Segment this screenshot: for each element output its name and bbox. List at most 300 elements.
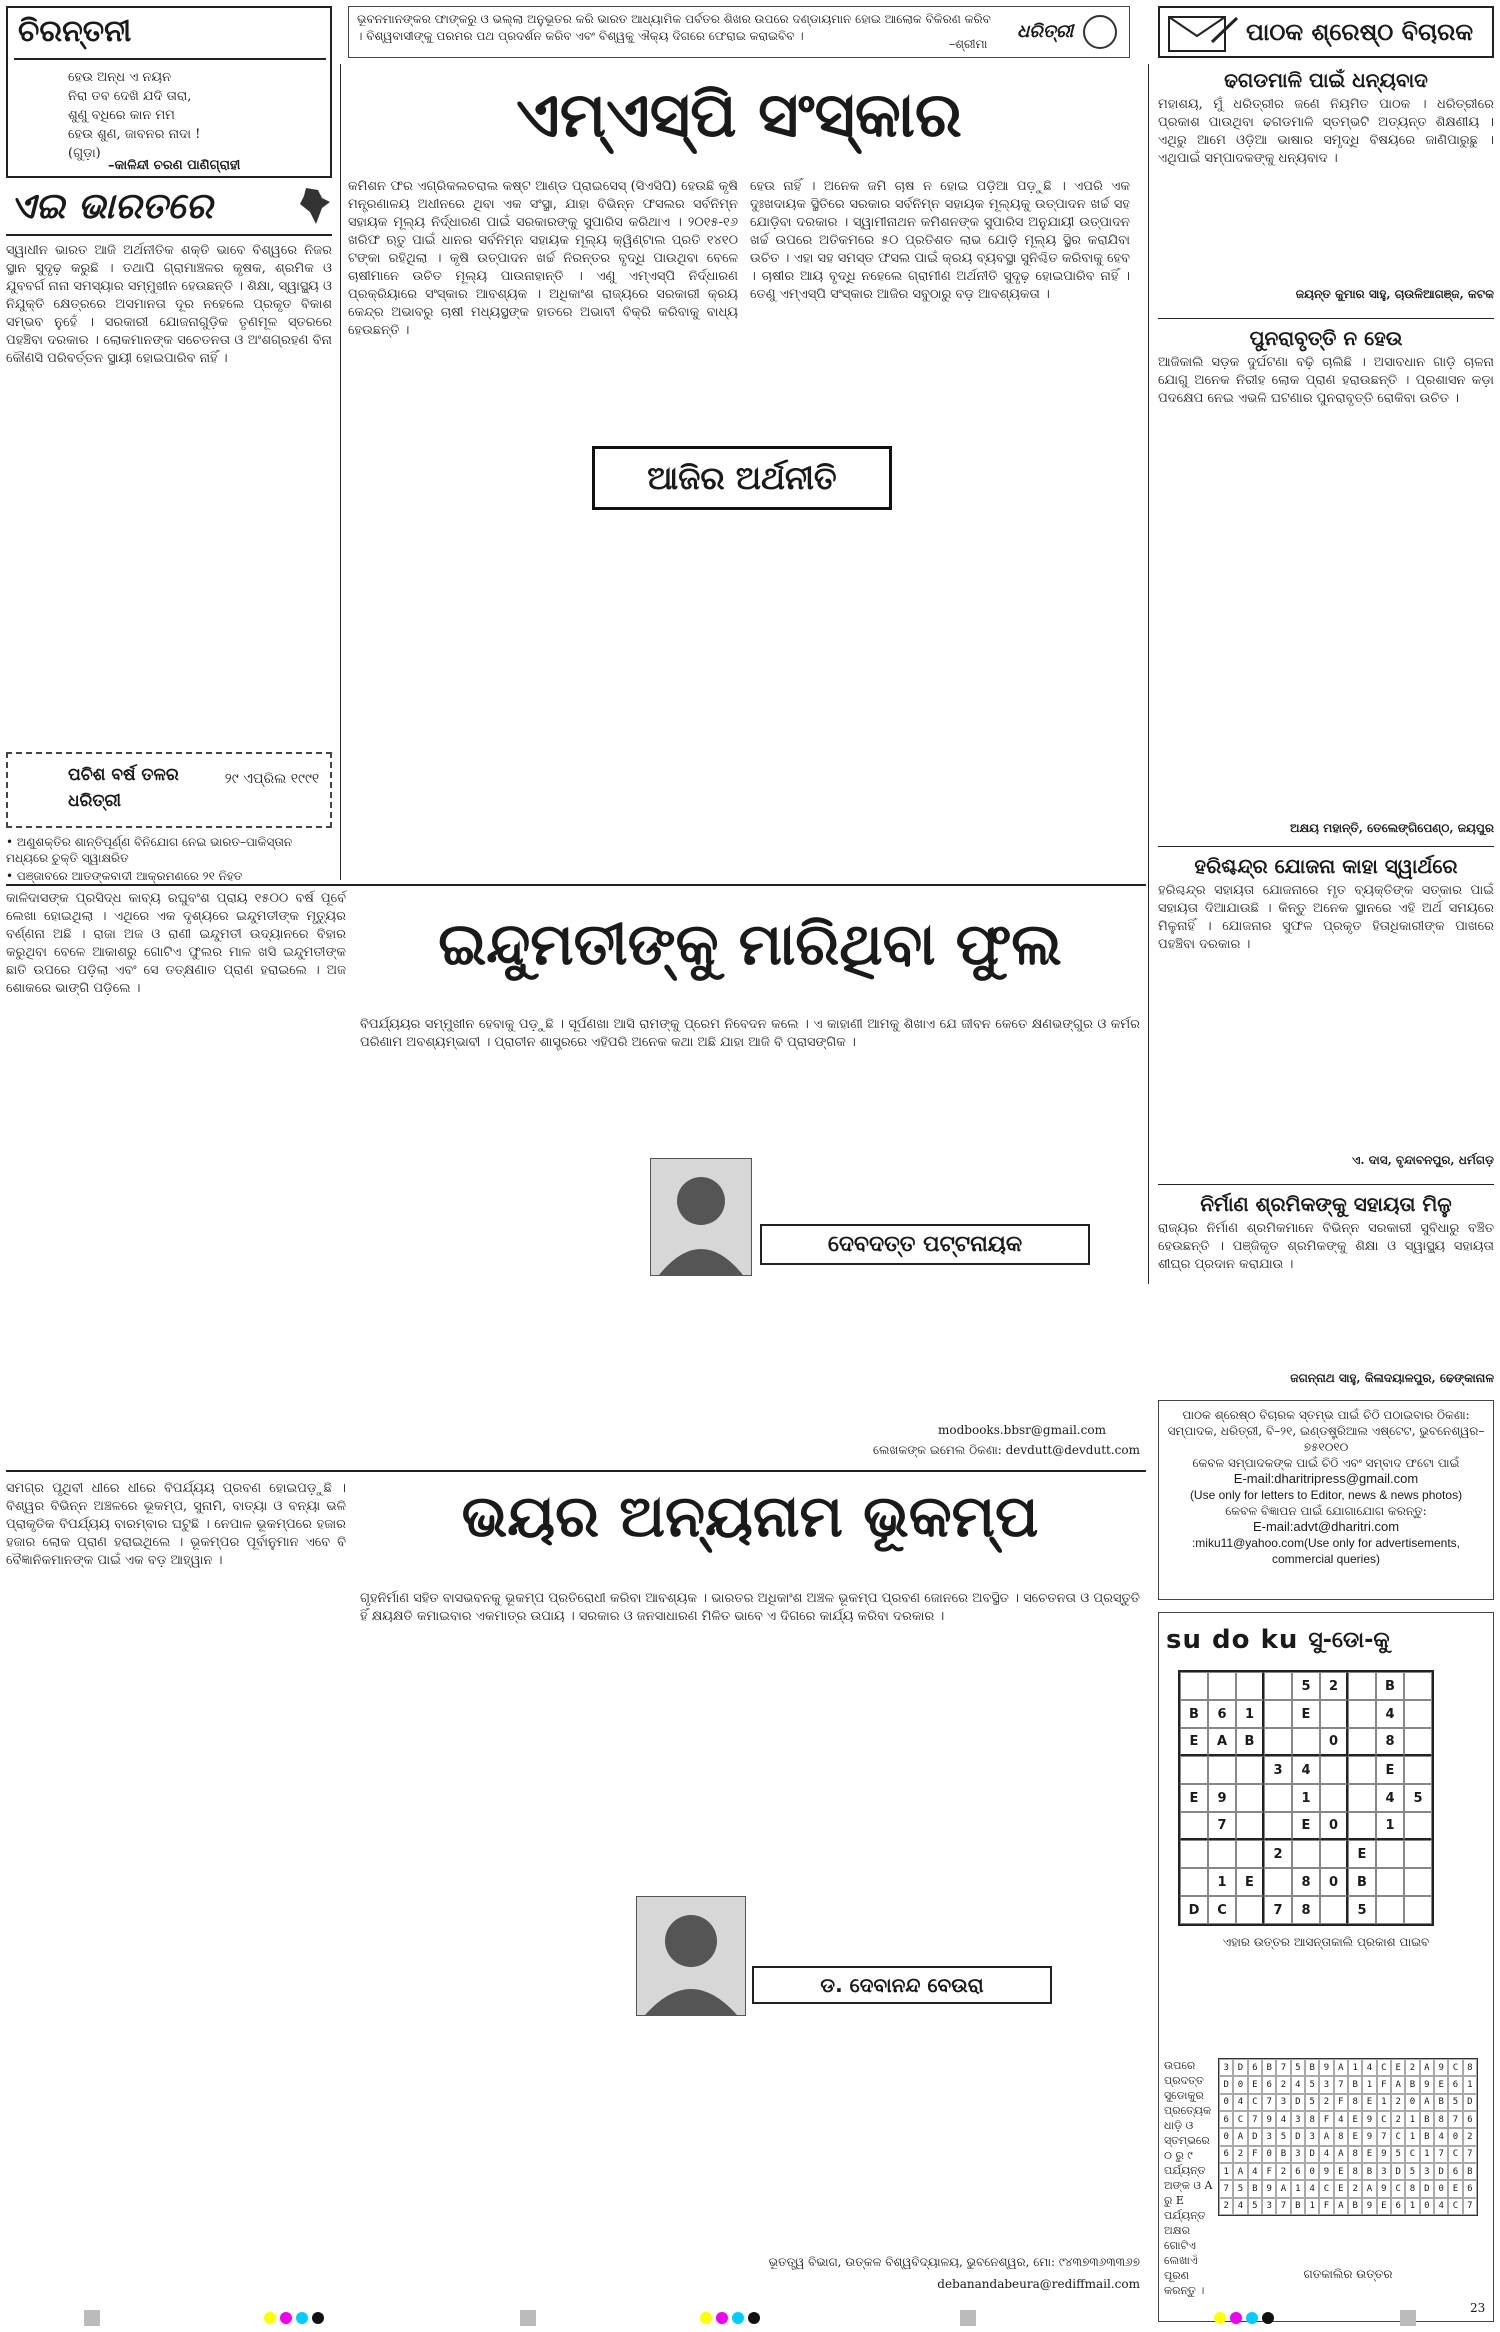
sudoku-cell [1236, 1784, 1264, 1812]
contact-email-1[interactable]: E-mail:dharitripress@gmail.com [1233, 1471, 1419, 1486]
answer-cell: 8 [1305, 2111, 1319, 2128]
answer-cell: A [1334, 2198, 1348, 2215]
letter-3-sign: ଏ. ଦାସ, ବୃନ୍ଦାବନପୁର, ଧର୍ମଗଡ଼ [1351, 1153, 1494, 1167]
sudoku-title [1166, 1620, 1486, 1660]
answer-cell: 4 [1276, 2111, 1290, 2128]
answer-cell: 4 [1434, 2198, 1448, 2215]
emblem-icon [1083, 15, 1117, 49]
sudoku-cell: 0 [1320, 1728, 1348, 1756]
poem-text: ହେଉ ଅନ୍ଧ ଏ ନୟନ ନିରା ତବ ଦେଖି ଯଦି ତାରା, ଶୁଣୁ ବଧିରେ କାନ ମମ ହେଉ ଶୁଣ, ଜାବନର ନାଦା ! (ଗୁଡ଼ା) [68, 70, 201, 161]
letter-3-title: ହରିଶ୍ଚନ୍ଦ୍ର ଯୋଜନା କାହା ସ୍ୱାର୍ଥରେ [1194, 854, 1458, 878]
indumati-body-right: ବିପର୍ଯ୍ୟୟର ସମ୍ମୁଖୀନ ହେବାକୁ ପଡ଼ୁଛି । ସୂର୍ପଣଖା ଆସି ରାମଙ୍କୁ ପ୍ରେମ ନିବେଦନ କଲେ । ଏ କାହାଣୀ ଆମକୁ ଶିଖାଏ ଯେ ଜୀବନ କେତେ କ୍ଷଣଭଙ୍ଗୁର ଓ କର୍ମର ପରିଣାମ ଅବଶ୍ୟମ୍ଭାବୀ । ପ୍ରାଚୀନ ଶାସ୍ତ୍ରରେ ଏହିପରି ଅନେକ କଥା ଅଛି ଯାହା ଆଜି ବି ପ୍ରାସଙ୍ଗିକ । [360, 1017, 1140, 1050]
answer-cell: B [1434, 2094, 1448, 2111]
answer-cell: C [1233, 2111, 1247, 2128]
sudoku-cell [1320, 1700, 1348, 1728]
sudoku-cell [1292, 1728, 1320, 1756]
answer-cell: 0 [1233, 2076, 1247, 2093]
answer-cell: 0 [1219, 2128, 1233, 2145]
quote-text: ଭୂବନମାନଙ୍କର ଫାଙ୍କରୁ ଓ ଭଲ୍ଲା ଅନୁଭୂତର କରି ଭାରତ ଆଧ୍ୟାମିକ ପର୍ବତର ଶିଖର ଉପରେ ଦଣ୍ଡାୟମାନ ହୋଇ ଆଲୋକ ବିକିରଣ କରିବ । ବିଶ୍ୱବାସୀଙ୍କୁ ପରମର ପଥ ପ୍ରଦର୍ଶନ କରିବ ଏବଂ ବିଶ୍ୱକୁ ଐକ୍ୟ ଦିଗରେ ଫେରାଇ କରାଇବିବ । [357, 12, 991, 43]
answer-cell: D [1391, 2163, 1405, 2180]
answer-cell: 3 [1305, 2128, 1319, 2145]
answer-cell: 2 [1276, 2163, 1290, 2180]
answer-cell: C [1448, 2198, 1462, 2215]
sudoku-cell: 5 [1348, 1896, 1376, 1924]
sudoku-cell: 4 [1376, 1700, 1404, 1728]
bhuikampa-body-left: ସମଗ୍ର ପୃଥିବୀ ଧୀରେ ଧୀରେ ବିପର୍ଯ୍ୟୟ ପ୍ରବଣ ହୋଇପଡ଼ୁଛି । ବିଶ୍ୱର ବିଭିନ୍ନ ଅଞ୍ଚଳରେ ଭୂକମ୍ପ, ସୁନାମି, ବାତ୍ୟା ଓ ବନ୍ୟା ଭଳି ପ୍ରାକୃତିକ ବିପର୍ଯ୍ୟୟ ବାରମ୍ବାର ଘଟୁଛି । ନେପାଳ ଭୂକମ୍ପରେ ହଜାର ହଜାର ଲୋକ ପ୍ରାଣ ହରାଇଥିଲେ । ଭୂକମ୍ପର ପୂର୍ବାନୁମାନ ଏବେ ବି ବୈଜ୍ଞାନିକମାନଙ୍କ ପାଇଁ ଏକ ବଡ଼ ଆହ୍ୱାନ । [6, 1481, 346, 1568]
pachisa-bullet-1: • ଅଣୁଶକ୍ତିର ଶାନ୍ତିପୂର୍ଣ୍ଣ ବିନିଯୋଗ ନେଇ ଭାରତ–ପାକିସ୍ତାନ ମଧ୍ୟରେ ଚୁକ୍ତି ସ୍ୱାକ୍ଷରିତ [6, 835, 293, 865]
answer-cell: 9 [1377, 2180, 1391, 2197]
sudoku-cell: C [1208, 1896, 1236, 1924]
answer-cell: 2 [1391, 2111, 1405, 2128]
sudoku-cell [1264, 1728, 1292, 1756]
sudoku-cell: 9 [1208, 1784, 1236, 1812]
answer-cell: D [1291, 2128, 1305, 2145]
sudoku-cell: 5 [1404, 1784, 1432, 1812]
sudoku-cell [1404, 1868, 1432, 1896]
sudoku-cell: 1 [1208, 1868, 1236, 1896]
sudoku-cell [1320, 1756, 1348, 1784]
answer-cell: F [1334, 2094, 1348, 2111]
answer-cell: 3 [1420, 2163, 1434, 2180]
sudoku-cell [1348, 1728, 1376, 1756]
bhuikampa-address: ଭୂତତ୍ତ୍ୱ ବିଭାଗ, ଉତ୍କଳ ବିଶ୍ୱବିଦ୍ୟାଳୟ, ଭୁବନେଶ୍ୱର, ମୋ: ୯୪୩୭୩୬୩୩୬୭ [768, 2255, 1140, 2269]
answer-cell: 9 [1262, 2180, 1276, 2197]
answer-cell: 1 [1405, 2111, 1419, 2128]
letters-header [1158, 6, 1494, 58]
sudoku-answer-note: ଏହାର ଉତ୍ତର ଆସନ୍ତାକାଲି ପ୍ରକାଶ ପାଇବ [1222, 1935, 1430, 1949]
answer-cell: 2 [1405, 2059, 1419, 2076]
sudoku-cell [1208, 1840, 1236, 1868]
print-registration-marks [0, 2308, 1500, 2328]
answer-cell: E [1362, 2146, 1376, 2163]
answer-cell: E [1348, 2128, 1362, 2145]
answer-cell: C [1391, 2128, 1405, 2145]
letter-1-title: ଢଗଡମାଳି ପାଇଁ ଧନ୍ୟବାଦ [1224, 68, 1428, 92]
sudoku-cell: 1 [1236, 1700, 1264, 1728]
answer-cell: 8 [1348, 2146, 1362, 2163]
answer-cell: 3 [1219, 2059, 1233, 2076]
answer-cell: 2 [1391, 2094, 1405, 2111]
pachisa-label: ପଚିଶ ବର୍ଷ ତଳର ଧରିତ୍ରୀ [68, 765, 179, 811]
debananda-byline: ଡ. ଦେବାନନ୍ଦ ବେଉରା [752, 1966, 1052, 2004]
answer-cell: 0 [1219, 2094, 1233, 2111]
answer-cell: B [1362, 2163, 1376, 2180]
sudoku-cell: E [1292, 1812, 1320, 1840]
answer-cell: 6 [1463, 2180, 1477, 2197]
answer-cell: D [1248, 2128, 1262, 2145]
answer-cell: A [1334, 2146, 1348, 2163]
answer-cell: 4 [1434, 2128, 1448, 2145]
answer-cell: F [1262, 2163, 1276, 2180]
answer-cell: 2 [1319, 2094, 1333, 2111]
answer-cell: A [1233, 2163, 1247, 2180]
sudoku-cell [1208, 1756, 1236, 1784]
answer-cell: C [1448, 2059, 1462, 2076]
answer-cell: 9 [1362, 2111, 1376, 2128]
india-map-icon [296, 186, 332, 226]
answer-cell: F [1319, 2111, 1333, 2128]
msp-body-left: କମିଶନ ଫର ଏଗ୍ରିକଲଚରାଲ କଷ୍ଟ ଆଣ୍ଡ ପ୍ରାଇସେସ୍ (ସିଏସିପି) ହେଉଛି କୃଷି ମନ୍ତ୍ରଣାଳୟ ଅଧୀନରେ ଥିବା ଏକ ସଂସ୍ଥା, ଯାହା ବିଭିନ୍ନ ଫସଲର ସର୍ବନିମ୍ନ ସହାୟକ ମୂଲ୍ୟ ନିର୍ଦ୍ଧାରଣ ପାଇଁ ସରକାରଙ୍କୁ ସୁପାରିସ କରିଥାଏ । ୨୦୧୫-୧୬ ଖରିଫ ଋତୁ ପାଇଁ ଧାନର ସର୍ବନିମ୍ନ ସହାୟକ ମୂଲ୍ୟ କ୍ୱିଣ୍ଟାଲ ପ୍ରତି ୧୪୧୦ ଟଙ୍କା ରହିଥିଲା । କୃଷି ଉତ୍ପାଦନ ଖର୍ଚ୍ଚ ନିରନ୍ତର ବୃଦ୍ଧି ପାଉଥିବା ବେଳେ ଚାଷୀମାନେ ଉଚିତ ମୂଲ୍ୟ ପାଉନାହାନ୍ତି । ଏଣୁ ଏମ୍‌ଏସ୍‌ପି ନିର୍ଦ୍ଧାରଣ ପ୍ରକ୍ରିୟାରେ ସଂସ୍କାର ଆବଶ୍ୟକ । ଅଧିକାଂଶ ରାଜ୍ୟରେ ସରକାରୀ କ୍ରୟ କେନ୍ଦ୍ର ଅଭାବରୁ ଚାଷୀ ମଧ୍ୟସ୍ଥଙ୍କ ହାତରେ ଅଭାବୀ ବିକ୍ରି କରିବାକୁ ବାଧ୍ୟ ହେଉଛନ୍ତି । [348, 179, 738, 338]
sudoku-cell [1404, 1672, 1432, 1700]
contact-address: ସମ୍ପାଦକ, ଧରିତ୍ରୀ, ବି–୨୧, ଇଣ୍ଡଷ୍ଟ୍ରିଆଲ ଏଷ୍ଟେଟ, ଭୁବନେଶ୍ୱର–୭୫୧୦୧୦ [1167, 1424, 1485, 1454]
answer-cell: E [1377, 2198, 1391, 2215]
sudoku-cell [1404, 1700, 1432, 1728]
answer-cell: 5 [1305, 2076, 1319, 2093]
sudoku-cell: B [1348, 1868, 1376, 1896]
sudoku-cell: E [1236, 1868, 1264, 1896]
sudoku-cell [1264, 1812, 1292, 1840]
sudoku-grid [1178, 1670, 1434, 1926]
answer-cell: B [1348, 2198, 1362, 2215]
contact-email-1-note: (Use only for letters to Editor, news & news photos) [1189, 1488, 1463, 1502]
answer-cell: 7 [1276, 2198, 1290, 2215]
answer-cell: 3 [1262, 2128, 1276, 2145]
sudoku-cell [1264, 1784, 1292, 1812]
letter-1-body: ମହାଶୟ, ମୁଁ ଧରିତ୍ରୀର ଜଣେ ନିୟମିତ ପାଠକ । ଧରିତ୍ରୀରେ ପ୍ରକାଶ ପାଉଥିବା ଢଗଡମାଳି ସ୍ତମ୍ଭଟି ଅତ୍ୟନ୍ତ ଶିକ୍ଷଣୀୟ । ଏଥିରୁ ଆମେ ଓଡ଼ିଆ ଭାଷାର ସମୃଦ୍ଧି ବିଷୟରେ ଜାଣିପାରୁଛୁ । ଏଥିପାଇଁ ସମ୍ପାଦକଙ୍କୁ ଧନ୍ୟବାଦ । [1158, 97, 1494, 166]
answer-cell: D [1233, 2059, 1247, 2076]
answer-cell: F [1377, 2076, 1391, 2093]
poem-box [6, 6, 332, 178]
sudoku-cell [1348, 1784, 1376, 1812]
answer-cell: C [1377, 2059, 1391, 2076]
sudoku-cell [1236, 1756, 1264, 1784]
answer-cell: 6 [1291, 2163, 1305, 2180]
answer-cell: 0 [1434, 2180, 1448, 2197]
letter-2-sign: ଅକ୍ଷୟ ମହାନ୍ତି, ତେଲେଙ୍ଗିପେଣ୍ଠ, ଜୟପୁର [1290, 821, 1494, 835]
answer-cell: 5 [1405, 2163, 1419, 2180]
sudoku-cell: 4 [1376, 1784, 1404, 1812]
answer-cell: B [1405, 2076, 1419, 2093]
envelope-icon [1168, 16, 1238, 52]
pachisa-date: ୨୯ ଏପ୍ରିଲ ୧୯୯୧ [224, 771, 320, 787]
sudoku-cell: 8 [1292, 1868, 1320, 1896]
sudoku-cell [1180, 1812, 1208, 1840]
answer-cell: B [1291, 2198, 1305, 2215]
sudoku-cell [1348, 1756, 1376, 1784]
indumati-headline: ଇନ୍ଦୁମତୀଙ୍କୁ ମାରିଥିବା ଫୁଲ [438, 910, 1062, 978]
answer-cell: 4 [1248, 2163, 1262, 2180]
answer-cell: 7 [1448, 2111, 1462, 2128]
answer-cell: 9 [1362, 2198, 1376, 2215]
answer-cell: 3 [1276, 2094, 1290, 2111]
answer-cell: D [1434, 2163, 1448, 2180]
indumati-contact: modbooks.bbsr@gmail.com [938, 1423, 1106, 1437]
ajira-bharat-body: ସ୍ୱାଧୀନ ଭାରତ ଆଜି ଅର୍ଥନୀତିକ ଶକ୍ତି ଭାବେ ବିଶ୍ୱରେ ନିଜର ସ୍ଥାନ ସୁଦୃଢ଼ କରୁଛି । ତଥାପି ଗ୍ରାମାଞ୍ଚଳର କୃଷକ, ଶ୍ରମିକ ଓ ଯୁବବର୍ଗ ନାନା ସମସ୍ୟାର ସମ୍ମୁଖୀନ ହେଉଛନ୍ତି । ଶିକ୍ଷା, ସ୍ୱାସ୍ଥ୍ୟ ଓ ନିଯୁକ୍ତି କ୍ଷେତ୍ରରେ ଅସମାନତା ଦୂର ନହେଲେ ପ୍ରକୃତ ବିକାଶ ସମ୍ଭବ ନୁହେଁ । ସରକାରୀ ଯୋଜନାଗୁଡ଼ିକ ତୃଣମୂଳ ସ୍ତରରେ ପହଞ୍ଚିବା ଦରକାର । ଲୋକମାନଙ୍କ ସଚେତନତା ଓ ଅଂଶଗ୍ରହଣ ବିନା କୌଣସି ପରିବର୍ତ୍ତନ ସ୍ଥାୟୀ ହୋଇପାରିବ ନାହିଁ । [6, 243, 332, 366]
contact-intro: ପାଠକ ଶ୍ରେଷ୍ଠ ବିଚାରକ ସ୍ତମ୍ଭ ପାଇଁ ଚିଠି ପଠାଇବାର ଠିକଣା: [1182, 1408, 1470, 1422]
answer-cell: E [1348, 2111, 1362, 2128]
answer-cell: 9 [1377, 2146, 1391, 2163]
answer-cell: 1 [1219, 2163, 1233, 2180]
pachisa-bullet-2: • ପଞ୍ଜାବରେ ଆତଙ୍କବାଦୀ ଆକ୍ରମଣରେ ୨୧ ନିହତ [6, 869, 243, 883]
answer-cell: 9 [1262, 2111, 1276, 2128]
ajira-bharat-title: ଏଇ ଭାରତରେ [10, 186, 213, 227]
sudoku-cell [1320, 1840, 1348, 1868]
contact-note: କେବଳ ସମ୍ପାଦକଙ୍କ ପାଇଁ ଚିଠି ଏବଂ ସମ୍ବାଦ ଫଟୋ ପାଇଁ [1192, 1456, 1460, 1470]
answer-cell: B [1463, 2163, 1477, 2180]
answer-cell: B [1348, 2076, 1362, 2093]
answer-cell: 6 [1448, 2076, 1462, 2093]
sudoku-how-to: ଉପରେ ପ୍ରଦତ୍ତ ସୁଡୋକୁର ପ୍ରତ୍ୟେକ ଧାଡ଼ି ଓ ସ୍ତମ୍ଭରେ ୦ ରୁ ୯ ପର୍ଯ୍ୟନ୍ତ ଅଙ୍କ ଓ A ରୁ E ପର୍ଯ୍ୟନ୍ତ ଅକ୍ଷର ଗୋଟିଏ ଲେଖାଏଁ ପୂରଣ କରନ୍ତୁ । [1164, 2059, 1213, 2297]
answer-cell: 6 [1262, 2076, 1276, 2093]
answer-cell: 6 [1248, 2059, 1262, 2076]
letter-1 [1158, 64, 1494, 314]
contact-box [1158, 1400, 1494, 1600]
answer-cell: D [1219, 2076, 1233, 2093]
debananda-photo [636, 1896, 746, 2016]
answer-cell: 7 [1276, 2059, 1290, 2076]
answer-cell: 5 [1248, 2198, 1262, 2215]
answer-cell: C [1248, 2094, 1262, 2111]
answer-cell: 1 [1305, 2198, 1319, 2215]
sudoku-cell [1404, 1756, 1432, 1784]
answer-cell: 1 [1420, 2146, 1434, 2163]
answer-cell: B [1305, 2059, 1319, 2076]
sudoku-cell: E [1180, 1728, 1208, 1756]
answer-cell: 3 [1262, 2198, 1276, 2215]
answer-cell: 3 [1291, 2146, 1305, 2163]
sudoku-cell [1208, 1672, 1236, 1700]
sudoku-cell [1264, 1672, 1292, 1700]
answer-cell: A [1420, 2094, 1434, 2111]
contact-email-2[interactable]: E-mail:advt@dharitri.com [1252, 1519, 1400, 1534]
msp-column-label: ଆଜିର ଅର୍ଥନୀତି [647, 458, 837, 497]
letters-header-title: ପାଠକ ଶ୍ରେଷ୍ଠ ବିଚାରକ [1246, 18, 1474, 46]
sudoku-cell: A [1208, 1728, 1236, 1756]
answer-cell: A [1319, 2128, 1333, 2145]
answer-cell: E [1391, 2059, 1405, 2076]
answer-cell: 2 [1348, 2180, 1362, 2197]
person-icon [651, 1159, 751, 1275]
answer-cell: 9 [1362, 2128, 1376, 2145]
answer-cell: 8 [1434, 2111, 1448, 2128]
sudoku-cell: 2 [1320, 1672, 1348, 1700]
quote-author: –ଶ୍ରୀମା [949, 37, 988, 51]
sudoku-cell: E [1348, 1840, 1376, 1868]
answer-cell: A [1334, 2059, 1348, 2076]
answer-cell: 5 [1276, 2128, 1290, 2145]
answer-cell: 3 [1319, 2076, 1333, 2093]
sudoku-cell [1180, 1840, 1208, 1868]
sudoku-cell: E [1180, 1784, 1208, 1812]
answer-cell: 5 [1448, 2094, 1462, 2111]
sudoku-cell: 4 [1292, 1756, 1320, 1784]
answer-cell: A [1391, 2076, 1405, 2093]
sudoku-cell [1404, 1896, 1432, 1924]
sudoku-cell [1376, 1896, 1404, 1924]
answer-cell: E [1448, 2180, 1462, 2197]
answer-cell: 7 [1219, 2180, 1233, 2197]
answer-cell: 0 [1405, 2094, 1419, 2111]
answer-cell: 2 [1463, 2128, 1477, 2145]
answer-cell: C [1448, 2146, 1462, 2163]
answer-cell: 1 [1362, 2076, 1376, 2093]
answer-cell: 9 [1319, 2163, 1333, 2180]
answer-cell: 6 [1463, 2111, 1477, 2128]
answer-cell: E [1248, 2076, 1262, 2093]
devdutt-photo [650, 1158, 752, 1276]
bhuikampa-headline: ଭୟର ଅନ୍ୟନାମ ଭୂକମ୍ପ [461, 1482, 1039, 1550]
answer-cell: 7 [1334, 2076, 1348, 2093]
sudoku-cell: 3 [1264, 1756, 1292, 1784]
answer-cell: 1 [1463, 2076, 1477, 2093]
answer-cell: B [1276, 2146, 1290, 2163]
answer-cell: C [1377, 2111, 1391, 2128]
answer-cell: 3 [1291, 2111, 1305, 2128]
sudoku-cell: D [1180, 1896, 1208, 1924]
page-number: 23 [1470, 2301, 1486, 2315]
sudoku-cell: 7 [1208, 1812, 1236, 1840]
answer-cell: 6 [1219, 2146, 1233, 2163]
answer-cell: 8 [1405, 2180, 1419, 2197]
answer-cell: 2 [1219, 2198, 1233, 2215]
contact-email-2-pre: କେବଳ ବିଜ୍ଞାପନ ପାଇଁ ଯୋଗାଯୋଗ କରନ୍ତୁ: [1225, 1504, 1427, 1518]
sudoku-cell [1180, 1756, 1208, 1784]
answer-cell: 7 [1248, 2111, 1262, 2128]
letter-2-body: ଆଜିକାଲି ସଡ଼କ ଦୁର୍ଘଟଣା ବଢ଼ି ଚାଲିଛି । ଅସାବଧାନ ଗାଡ଼ି ଚାଳନା ଯୋଗୁ ଅନେକ ନିରୀହ ଲୋକ ପ୍ରାଣ ହରାଉଛନ୍ତି । ପ୍ରଶାସନ କଡ଼ା ପଦକ୍ଷେପ ନେଇ ଏଭଳି ଘଟଣାର ପୁନରାବୃତ୍ତି ରୋକିବା ଉଚିତ । [1158, 355, 1494, 406]
sudoku-cell [1348, 1812, 1376, 1840]
answer-cell: 4 [1334, 2111, 1348, 2128]
answer-cell: D [1463, 2094, 1477, 2111]
poet-name: –କାଳିନ୍ଦୀ ଚରଣ ପାଣିଗ୍ରାହୀ [108, 158, 241, 173]
letter-2 [1158, 322, 1494, 842]
sudoku-cell [1404, 1840, 1432, 1868]
sudoku-cell: 1 [1376, 1812, 1404, 1840]
answer-cell: 4 [1362, 2059, 1376, 2076]
devdutt-byline: ଦେବଦତ୍ତ ପଟ୍ଟନାୟକ [760, 1224, 1090, 1265]
answer-cell: 1 [1405, 2128, 1419, 2145]
answer-cell: E [1434, 2076, 1448, 2093]
answer-cell: 8 [1348, 2163, 1362, 2180]
bhuikampa-body-right: ଗୃହନିର୍ମାଣ ସହିତ ବାସଭବନକୁ ଭୂକମ୍ପ ପ୍ରତିରୋଧୀ କରିବା ଆବଶ୍ୟକ । ଭାରତର ଅଧିକାଂଶ ଅଞ୍ଚଳ ଭୂକମ୍ପ ପ୍ରବଣ ଜୋନରେ ଅବସ୍ଥିତ । ସଚେତନତା ଓ ପ୍ରସ୍ତୁତି ହିଁ କ୍ଷୟକ୍ଷତି କମାଇବାର ଏକମାତ୍ର ଉପାୟ । ସରକାର ଓ ଜନସାଧାରଣ ମିଳିତ ଭାବେ ଏ ଦିଗରେ କାର୍ଯ୍ୟ କରିବା ଦରକାର । [360, 1591, 1140, 1624]
answer-cell: 5 [1305, 2094, 1319, 2111]
sudoku-cell [1264, 1700, 1292, 1728]
sudoku-previous-answer-label: ଗତକାଲିର ଉତ୍ତର [1303, 2267, 1393, 2281]
sudoku-cell [1264, 1868, 1292, 1896]
answer-cell: 7 [1463, 2146, 1477, 2163]
answer-cell: E [1334, 2180, 1348, 2197]
contact-email-3[interactable]: :miku11@yahoo.com(Use only for advertisements, commercial queries) [1191, 1536, 1461, 1566]
answer-cell: A [1362, 2180, 1376, 2197]
sudoku-cell [1292, 1840, 1320, 1868]
answer-cell: 4 [1233, 2198, 1247, 2215]
answer-cell: A [1233, 2128, 1247, 2145]
indumati-author-email: ଲେଖକଙ୍କ ଇମେଲ ଠିକଣା: devdutt@devdutt.com [872, 1443, 1140, 1457]
answer-cell: 7 [1434, 2146, 1448, 2163]
answer-cell: 1 [1348, 2059, 1362, 2076]
sudoku-cell: 8 [1376, 1728, 1404, 1756]
sudoku-cell: 5 [1292, 1672, 1320, 1700]
answer-cell: 3 [1377, 2163, 1391, 2180]
answer-cell: E [1362, 2094, 1376, 2111]
sudoku-cell [1320, 1784, 1348, 1812]
sudoku-cell [1376, 1840, 1404, 1868]
answer-cell: B [1248, 2180, 1262, 2197]
sudoku-cell [1236, 1896, 1264, 1924]
sudoku-cell [1320, 1896, 1348, 1924]
sudoku-cell [1348, 1672, 1376, 1700]
sudoku-cell: B [1376, 1672, 1404, 1700]
answer-cell: 4 [1233, 2094, 1247, 2111]
msp-body-right: ହେଉ ନାହିଁ । ଅନେକ ଜମି ଚାଷ ନ ହୋଇ ପଡ଼ିଆ ପଡ଼ୁଛି । ଏପରି ଏକ ଦୁଃଖଦାୟକ ସ୍ଥିତିରେ ସରକାର ସର୍ବନିମ୍ନ ସହାୟକ ମୂଲ୍ୟକୁ ଉତ୍ପାଦନ ଖର୍ଚ୍ଚ ସହ ଯୋଡ଼ିବା ଦରକାର । ସ୍ୱାମୀନାଥନ କମିଶନଙ୍କ ସୁପାରିସ ଅନୁଯାୟୀ ଉତ୍ପାଦନ ଖର୍ଚ୍ଚ ଉପରେ ଅତିକମରେ ୫୦ ପ୍ରତିଶତ ଲାଭ ଯୋଡ଼ି ମୂଲ୍ୟ ସ୍ଥିର କରାଯିବା ଉଚିତ । ଏହା ସହ ସମସ୍ତ ଫସଲ ପାଇଁ କ୍ରୟ ବ୍ୟବସ୍ଥା ସୁନିଶ୍ଚିତ କରିବାକୁ ହେବ । ଚାଷୀର ଆୟ ବୃଦ୍ଧି ନହେଲେ ଗ୍ରାମୀଣ ଅର୍ଥନୀତି ସୁଦୃଢ଼ ହୋଇପାରିବ ନାହିଁ । ତେଣୁ ଏମ୍‌ଏସ୍‌ପି ସଂସ୍କାର ଆଜିର ସବୁଠାରୁ ବଡ଼ ଆବଶ୍ୟକତା । [750, 179, 1130, 302]
answer-cell: 6 [1448, 2163, 1462, 2180]
logo: ଧରିତ୍ରୀ [1017, 21, 1074, 42]
letter-3 [1158, 850, 1494, 1180]
sudoku-cell: 0 [1320, 1868, 1348, 1896]
letter-2-title: ପୁନରାବୃତ୍ତି ନ ହେଉ [1249, 326, 1403, 350]
sudoku-cell [1348, 1700, 1376, 1728]
answer-cell: 2 [1233, 2146, 1247, 2163]
sudoku-cell [1376, 1868, 1404, 1896]
quote-box [348, 6, 1130, 58]
poem-title: ଚିରନ୍ତନୀ [18, 14, 132, 49]
sudoku-cell: 2 [1264, 1840, 1292, 1868]
sudoku-cell [1404, 1812, 1432, 1840]
sudoku-cell: 7 [1264, 1896, 1292, 1924]
sudoku-cell [1236, 1672, 1264, 1700]
answer-cell: 2 [1276, 2076, 1290, 2093]
sudoku-previous-answer-grid [1218, 2058, 1478, 2216]
answer-cell: 8 [1348, 2094, 1362, 2111]
answer-cell: 6 [1391, 2198, 1405, 2215]
letter-4-body: ରାଜ୍ୟର ନିର୍ମାଣ ଶ୍ରମିକମାନେ ବିଭିନ୍ନ ସରକାରୀ ସୁବିଧାରୁ ବଞ୍ଚିତ ହେଉଛନ୍ତି । ପଞ୍ଜିକୃତ ଶ୍ରମିକଙ୍କୁ ଶିକ୍ଷା ଓ ସ୍ୱାସ୍ଥ୍ୟ ସହାୟତା ଶୀଘ୍ର ପ୍ରଦାନ କରାଯାଉ । [1158, 1221, 1494, 1272]
answer-cell: C [1391, 2180, 1405, 2197]
sudoku-cell: 6 [1208, 1700, 1236, 1728]
letter-4-sign: ଜଗନ୍ନାଥ ସାହୁ, କିଳାଦୟାଳପୁର, ଢେଙ୍କାନାଳ [1290, 1371, 1494, 1385]
indumati-body-left: କାଳିଦାସଙ୍କ ପ୍ରସିଦ୍ଧ କାବ୍ୟ ରଘୁବଂଶ ପ୍ରାୟ ୧୫୦୦ ବର୍ଷ ପୂର୍ବେ ଲେଖା ହୋଇଥିଲା । ଏଥିରେ ଏକ ଦୃଶ୍ୟରେ ଇନ୍ଦୁମତୀଙ୍କ ମୃତ୍ୟୁର ବର୍ଣ୍ଣନା ଅଛି । ରାଜା ଅଜ ଓ ରାଣୀ ଇନ୍ଦୁମତୀ ଉଦ୍ୟାନରେ ବିହାର କରୁଥିବା ବେଳେ ଆକାଶରୁ ଗୋଟିଏ ଫୁଲର ମାଳ ଖସି ଇନ୍ଦୁମତୀଙ୍କ ଛାତି ଉପରେ ପଡ଼ିଲା ଏବଂ ସେ ତତ୍କ୍ଷଣାତ ପ୍ରାଣ ହରାଇଲେ । ଅଜ ଶୋକରେ ଭାଙ୍ଗି ପଡ଼ିଲେ । [6, 891, 346, 996]
pachisa-box [6, 752, 332, 828]
letter-4-title: ନିର୍ମାଣ ଶ୍ରମିକଙ୍କୁ ସହାୟତା ମିଳୁ [1200, 1192, 1452, 1216]
answer-cell: 5 [1233, 2180, 1247, 2197]
answer-cell: 8 [1334, 2128, 1348, 2145]
sudoku-cell [1180, 1672, 1208, 1700]
sudoku-cell [1236, 1840, 1264, 1868]
answer-cell: B [1420, 2111, 1434, 2128]
answer-cell: 5 [1391, 2146, 1405, 2163]
letter-4 [1158, 1188, 1494, 1398]
bhuikampa-author-email: debanandabeura@rediffmail.com [937, 2277, 1140, 2291]
answer-cell: 9 [1434, 2059, 1448, 2076]
answer-cell: 0 [1448, 2128, 1462, 2145]
sudoku-title-odia: ସୁ-ଡୋ-କୁ [1308, 1627, 1390, 1653]
sudoku-cell: B [1180, 1700, 1208, 1728]
answer-cell: C [1405, 2146, 1419, 2163]
sudoku-cell [1236, 1812, 1264, 1840]
answer-cell: 7 [1463, 2198, 1477, 2215]
letter-3-body: ହରିଶ୍ଚନ୍ଦ୍ର ସହାୟତା ଯୋଜନାରେ ମୃତ ବ୍ୟକ୍ତିଙ୍କ ସତ୍କାର ପାଇଁ ସହାୟତା ଦିଆଯାଉଛି । କିନ୍ତୁ ଅନେକ ସ୍ଥାନରେ ଏହି ଅର୍ଥ ସମୟରେ ମିଳୁନାହିଁ । ଯୋଜନାର ସୁଫଳ ପ୍ରକୃତ ହିତାଧିକାରୀଙ୍କ ପାଖରେ ପହଞ୍ଚିବା ଦରକାର । [1158, 883, 1494, 952]
answer-cell: D [1305, 2146, 1319, 2163]
answer-cell: 7 [1377, 2128, 1391, 2145]
answer-cell: D [1291, 2094, 1305, 2111]
answer-cell: B [1262, 2059, 1276, 2076]
answer-cell: C [1319, 2180, 1333, 2197]
answer-cell: F [1319, 2198, 1333, 2215]
answer-cell: E [1334, 2163, 1348, 2180]
answer-cell: 8 [1463, 2059, 1477, 2076]
answer-cell: 4 [1291, 2076, 1305, 2093]
sudoku-cell: 8 [1292, 1896, 1320, 1924]
answer-cell: 5 [1291, 2059, 1305, 2076]
sudoku-cell [1404, 1728, 1432, 1756]
sudoku-cell: 0 [1320, 1812, 1348, 1840]
answer-cell: A [1420, 2059, 1434, 2076]
answer-cell: 0 [1305, 2163, 1319, 2180]
answer-cell: 6 [1219, 2111, 1233, 2128]
sudoku-cell [1180, 1868, 1208, 1896]
sudoku-title-latin: su do ku [1166, 1625, 1299, 1655]
answer-cell: 0 [1420, 2198, 1434, 2215]
answer-cell: 4 [1305, 2180, 1319, 2197]
letter-1-sign: ଜୟନ୍ତ କୁମାର ସାହୁ, ଚାଉଳିଆଗଞ୍ଜ, କଟକ [1295, 287, 1494, 301]
